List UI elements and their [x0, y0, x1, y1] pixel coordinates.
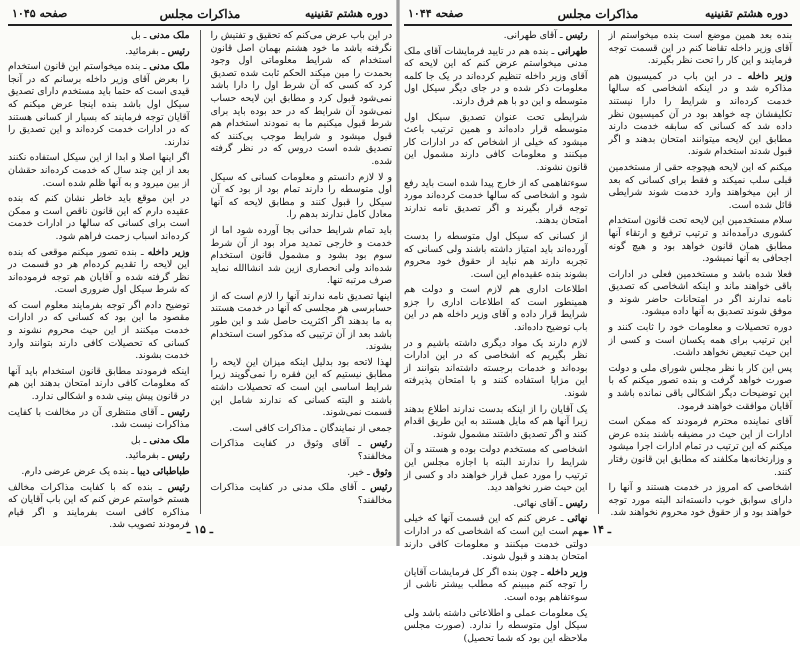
- speaker-name: ملک مدنی: [149, 30, 190, 41]
- right-page-left-column: [403, 30, 588, 644]
- paragraph: ملک مدنی ـ بل: [130, 30, 190, 41]
- paragraph-text: جمعی از نمایندگان ـ مذاکرات کافی است.: [229, 422, 392, 434]
- paragraph-text: میکنم که این لایحه هیچوجه حقی از مستخدمین قبلی سلب نمیکند و فقط برای کسانی که بعد از این میخواهند وارد خدمت شوند شرایطی قائل شده است.: [608, 161, 792, 211]
- paragraph-text: یک آقایان را از اینکه بدست ندارند اطلاع بدهند زیرا آنها هم که مایل هستند به این طریق اقدام کنند و اگر تصدیق داشتند مشمول شوند.: [404, 403, 588, 440]
- paragraph-text: سوءتفاهمی که از خارج پیدا شده است باید رفع شود و اشخاصی که سالها خدمت کرده‌اند مورد توجه قرار بگیرند و اگر تصدیق نامه ندارند امتحان بدهند.: [404, 177, 588, 227]
- paragraph: [211, 357, 393, 420]
- paragraph-text: چون بنده اگر کل فرمایشات آقایان را توجه کنم میبینم که مطلب بیشتر ناشی از سوءتفاهم بوده است.: [403, 566, 588, 603]
- paragraph: [609, 30, 793, 68]
- speaker-name: طباطبائی دیبا: [137, 466, 190, 477]
- paragraph-text: لهذا لاتحه بود بدلیل اینکه میزان این لایحه را مطابق نیستیم که این فقره را نمی‌گویند زیرا شرایط اساسی این است که تحصیلات داشته باشند و البته کسانی که ندارند شامل این قسمت نمی‌شوند.: [210, 356, 392, 419]
- paragraph: ملک مدنی ـ بنده میخواستم این قانون استخدام را بعرض آقای وزیر داخله برسانم که در آنجا قیدی است که حتما باید مستخدم دارای تصدیق سیکل اول باشد بنده اینجا عرض میکنم که آقایان توجه فرمایند که بسیار از کسانی هستند که در ادارات خدمت کرده‌اند و این تصدیق را ندارند.: [8, 61, 190, 148]
- speaker-name: طهرانی: [557, 45, 588, 57]
- paragraph: رئیس ـ آقای ملک مدنی در کفایت مذاکرات مخالفند؟: [210, 482, 392, 506]
- speaker-name: رئیس: [167, 450, 190, 462]
- paragraph-text: یک معلومات عملی و اطلاعاتی داشته باشد ولی سیکل اول متوسطه را ندارد. (صورت مجلس ملاحظه این بود که شما تحصیل): [404, 607, 588, 644]
- speaker-name: ملک مدنی: [149, 61, 190, 73]
- paragraph: [609, 416, 793, 479]
- paragraph-text: اطلاعات اداری هم لازم است و دولت هم همینطور است که اطلاعات اداری را جزو شرایط قرار داده و آقای وزیر داخله هم در این باب توضیح داده‌اند.: [404, 284, 588, 334]
- paragraph-text: آقای وثوق در کفایت مذاکرات مخالفند؟: [210, 438, 392, 462]
- paragraph-text: اشخاصی که مستخدم دولت بوده و هستند و آن شرایط را ندارند البته با اجازه مجلس این ترتیب را مورد عمل قرار خواهند داد و کسی از این حیث ضرر نخواهد دید.: [404, 444, 588, 494]
- paragraph-text: بنده هم در تایید فرمایشات آقای ملک مدنی میخواستم عرض کنم که این لایحه که آقای وزیر داخله تنظیم کرده‌اند در یک جا کلمه معلومات ذکر شده و در جای دیگر سیکل اول متوسطه و این دو با هم فرق دارند.: [404, 45, 588, 107]
- paragraph-text: از کسانی که سیکل اول متوسطه را بدست آورده‌اند باید امتیاز داشته باشند ولی کسانی که تجربه دارند هم نباید از حقوق خود محروم بشوند بنده عقیده‌ام این است.: [404, 230, 588, 280]
- paragraph: وثوق ـ خیر.: [347, 466, 392, 478]
- speaker-name: رئیس: [565, 497, 588, 509]
- paragraph-text: آقای منتظری آن در مخالفت با کفایت مذاکرات نیست شد.: [8, 406, 190, 431]
- paragraph: [211, 172, 393, 222]
- paragraph-text: لازم دارند یک مواد دیگری داشته باشیم و در نظر بگیریم که اشخاصی که در این ادارات بوده‌اند و خدمات برجسته داشته‌اند بتوانند از این مزایا استفاده کنند و با امتحان پذیرفته شوند.: [404, 337, 588, 400]
- paragraph: [8, 152, 190, 190]
- paragraph: [404, 444, 588, 494]
- right-header-page-label: صفحه ۱۰۴۴: [408, 7, 464, 20]
- paragraph: [404, 404, 588, 442]
- paragraph-text: در این باب عرض می‌کنم که تحقیق و تفتیش را نگرفته باشد ما خود هشتم بهمان اصل قانون استخدام که شرایط معلوماتی اول وجود بحمدت را مین میکند الحکم ثابت شده تصدیق کرد که کسی که آن شرط اول را دارا باشد نمی‌شود قبول کرد و مطابق این لایحه حساب نمی‌شود آن شرایط که در حد بوده باید برای شرط قبول میکنیم ما به نمودند استخدام هم قبول میشود و شرایط موجب بی‌کنند که تصدیق شده است دروس که در نظر گرفته شده.: [210, 30, 392, 167]
- paragraph-text: بنده یک عرض عرضی دارم.: [21, 466, 129, 477]
- right-page-header: [404, 4, 792, 26]
- paragraph-text: اینها تصدیق نامه ندارند آنها را لازم است که از حسابرسی هر مجلسی که آنها در خدمت هستند به ما بدهند اگر اکثریت حاصل شد و این طور باشد بعد از آن ترتیبی که مذکور است استخدام بشوند.: [210, 290, 392, 353]
- paragraph-text: فعلا شده باشد و مستخدمین فعلی در ادارات باقی خواهند ماند و اینکه اشخاصی که تصدیق نامه ندارند اگر در امتحانات حاضر شوند و موفق شوند تصدیق به آنها داده میشود.: [608, 268, 792, 318]
- left-page-number: ـ ۱۵ ـ: [187, 523, 213, 536]
- paragraph: [609, 269, 793, 319]
- paragraph-text: عرض کنم که این قسمت آنها که خیلی مهم است این است که اشخاصی که در ادارات دولتی خدمت میکنند و معلومات کافی دارند امتحان بدهند و قبول شوند.: [404, 513, 588, 563]
- paragraph: [404, 338, 588, 401]
- paragraph-text: توضیح دادم اگر توجه بفرمایند معلوم است که مقصود ما این بود که کسانی که در ادارات خدمت میکنند از این حیث محروم نشوند و کسانی که تحصیلات کافی دارند بتوانند وارد خدمت بشوند.: [8, 299, 190, 362]
- paragraph: [8, 193, 190, 243]
- left-page: [8, 4, 392, 540]
- paragraph-text: در این باب در کمیسیون هم مذاکره شد و در اینکه اشخاصی که سالها خدمت کرده‌اند و شرایط را دارا نیستند تکلیفشان چه خواهد بود در آن کمیسیون نظر داده شد که کسانی که سابقه خدمت دارند مطابق این لایحه میتوانند امتحان بدهند و اگر قبول شدند استخدام شوند.: [608, 70, 792, 158]
- paragraph-text: بل: [130, 434, 141, 446]
- right-header-title: مذاکرات مجلس: [557, 7, 639, 21]
- paragraph-text: آقای نماینده محترم فرمودند که ممکن است ادارات از این حیث در مضیقه باشند بنده عرض میکنم که این ترتیب در تمام ادارات اجرا میشود و وزارتخانه‌ها مکلفند که مطابق این قانون رفتار کنند.: [608, 416, 792, 478]
- paragraph: [404, 608, 588, 645]
- paragraph-text: باید تمام شرایط حدانی بجا آورده شود اما از خدمت و خارجی تمدید مراد بود از آن شرط سوم بود بشود و مشمول قانون استخدام شده‌اند ولی انحصاری ازین شد انشاالله نماید صرف مرتبه تنها.: [210, 224, 392, 287]
- paragraph: [609, 162, 793, 212]
- paragraph-text: سلام مستخدمین این لایحه تحت قانون استخدام کشوری درآمده‌اند و ترتیب ترفیع و ارتقاء آنها مطابق همان قانون خواهد بود و هیچ گونه اجحافی به آنها نمیشود.: [608, 215, 792, 265]
- speaker-name: رئیس: [167, 481, 190, 493]
- speaker-name: وزیر داخله: [747, 70, 792, 82]
- paragraph: وزیر داخله ـ در این باب در کمیسیون هم مذاکره شد و در اینکه اشخاصی که سالها خدمت کرده‌اند و شرایط را دارا نیستند تکلیفشان چه خواهد بود در آن کمیسیون نظر داده شد که کسانی که سابقه خدمت دارند مطابق این لایحه میتوانند امتحان بدهند و اگر قبول شدند استخدام شوند.: [608, 70, 792, 158]
- book-gutter: [396, 0, 400, 546]
- paragraph: [609, 482, 793, 520]
- speaker-name: رئیس: [565, 30, 588, 41]
- speaker-name: ملک مدنی: [149, 434, 190, 446]
- paragraph-text: اینکه فرمودند مطابق قانون استخدام باید آنها که معلومات کافی دارند امتحان بدهند این هم در قانون پیش بینی شده و اشکالی ندارد.: [8, 365, 190, 403]
- paragraph-text: خیر.: [347, 466, 365, 478]
- speaker-name: رئیس: [370, 482, 392, 494]
- left-header-title: مذاکرات مجلس: [159, 7, 241, 21]
- paragraph: [404, 178, 588, 228]
- right-page-right-column: [608, 30, 793, 519]
- paragraph: ملک مدنی ـ بل: [130, 434, 190, 446]
- paragraph: رئیس ـ آقای نهائی.: [513, 497, 588, 509]
- paragraph: [609, 322, 793, 360]
- paragraph-text: در این موقع باید خاطر نشان کنم که بنده عقیده دارم که این قانون ناقص است و ممکن است برای کسانی که سالها در ادارات خدمت کرده‌اند اسباب زحمت فراهم شود.: [8, 193, 190, 242]
- paragraph: طهرانی ـ بنده هم در تایید فرمایشات آقای ملک مدنی میخواستم عرض کنم که این لایحه که آقای وزیر داخله تنظیم کرده‌اند در یک جا کلمه معلومات ذکر شده و در جای دیگر سیکل اول متوسطه و این دو با هم فرق دارند.: [404, 45, 588, 107]
- paragraph: رئیس ـ آقای وثوق در کفایت مذاکرات مخالفند؟: [210, 438, 392, 462]
- paragraph-text: دوره تحصیلات و معلومات خود را ثابت کنند و این ترتیب برای همه یکسان است و کسی از این حیث تبعیض نخواهد داشت.: [608, 322, 792, 359]
- paragraph: رئیس ـ بفرمائید.: [125, 450, 190, 462]
- paragraph: [211, 291, 393, 354]
- right-page-number: ـ ۱۴ ـ: [585, 523, 611, 536]
- paragraph-text: آقای طهرانی.: [503, 30, 557, 41]
- paragraph-text: بنده تصور میکنم موقعی که بنده این لایحه را تقدیم کرده‌ام هر دو قسمت در نظر گرفته شده و آقایان هم توجه فرموده‌اند که شرط سیکل اول ضروری است.: [8, 246, 190, 296]
- paragraph-text: اگر اینها اصلا و ابدا از این سیکل استفاده نکنند بعد از این چند سال که خدمت کرده‌اند حقشان از بین میرود و به آنها ظلم شده است.: [8, 152, 190, 189]
- speaker-name: رئیس: [167, 406, 190, 418]
- paragraph-text: بنده بعد همین موضع است بنده میخواستم از آقای وزیر داخله تقاضا کنم در این قسمت توجه فرمایند و این کار را تحت نظر بگیرند.: [608, 30, 792, 67]
- paragraph-text: بفرمائید.: [125, 450, 159, 462]
- paragraph-text: بنده که با کفایت مذاکرات مخالف هستم خواستم عرض کنم که این باب آقایان که مذاکره کافی است بفرمایند و اگر قیام فرمودند تصویب شد.: [8, 481, 190, 531]
- paragraph: [211, 225, 393, 288]
- paragraph: نهائی ـ عرض کنم که این قسمت آنها که خیلی مهم است این است که اشخاصی که در ادارات دولتی خدمت میکنند و معلومات کافی دارند امتحان بدهند و قبول شوند.: [404, 513, 588, 563]
- paragraph: وزیر داخله ـ بنده تصور میکنم موقعی که بنده این لایحه را تقدیم کرده‌ام هر دو قسمت در نظر گرفته شده و آقایان هم توجه فرموده‌اند که شرط سیکل اول ضروری است.: [8, 246, 190, 296]
- speaker-name: وثوق: [372, 466, 392, 478]
- paragraph-text: اشخاصی که امروز در خدمت هستند و آنها را دارای سوابق خوب دانسته‌اند البته مورد توجه خواهند بود و از حقوق خود محروم نخواهند شد.: [608, 482, 792, 519]
- paragraph: [8, 366, 190, 404]
- paragraph-text: شرایطی تحت عنوان تصدیق سیکل اول متوسطه قرار داده‌اند و همین ترتیب باعث میشود که خیلی از اشخاص که در ادارات کار میکنند و معلومات کافی دارند مشمول این قانون نشوند.: [404, 111, 588, 173]
- paragraph-text: بنده میخواستم این قانون استخدام را بعرض آقای وزیر داخله برسانم که در آنجا قیدی است که حتما باید مستخدم دارای تصدیق سیکل اول باشد بنده اینجا عرض میکنم که آقایان توجه فرمایند که بسیار از کسانی هستند که در ادارات خدمت کرده‌اند و این تصدیق را ندارند.: [8, 61, 190, 148]
- speaker-name: رئیس: [370, 438, 392, 450]
- right-header-session: دوره هشتم تقنینیه: [705, 7, 788, 20]
- speaker-name: وزیر داخله: [546, 566, 588, 578]
- speaker-name: نهائی: [567, 513, 588, 525]
- speaker-name: رئیس: [167, 45, 190, 57]
- paragraph-text: آقای ملک مدنی در کفایت مذاکرات مخالفند؟: [210, 482, 392, 506]
- paragraph: [8, 300, 190, 363]
- right-page: [403, 4, 792, 644]
- paragraph: [404, 231, 588, 281]
- paragraph: [211, 423, 393, 436]
- paragraph: [609, 215, 793, 265]
- paragraph-text: بفرمائید.: [125, 45, 159, 57]
- speaker-name: وزیر داخله: [147, 246, 190, 258]
- left-page-left-column: [8, 30, 190, 531]
- left-page-header: [8, 4, 392, 26]
- paragraph: [609, 363, 793, 413]
- column-divider: [598, 30, 599, 514]
- paragraph: [211, 30, 393, 169]
- paragraph: رئیس ـ بفرمائید.: [125, 45, 190, 57]
- left-header-session: دوره هشتم تقنینیه: [305, 7, 388, 20]
- paragraph-text: پس این کار با نظر مجلس شورای ملی و دولت صورت خواهد گرفت و بنده تصور میکنم که با این توضیحات دیگر اشکالی باقی نمانده باشد و آقایان موافقت خواهند فرمود.: [608, 362, 792, 412]
- paragraph: [404, 284, 588, 334]
- paragraph-text: و لا لازم دانستم و معلومات کسانی که سیکل اول متوسطه را دارند تمام بود از بود که آن سیکل را قبول کنند و مطابق لایحه که آنها معادل کامل ندارند بدهم را.: [210, 171, 392, 221]
- paragraph-text: آقای نهائی.: [513, 497, 557, 509]
- paragraph: رئیس ـ آقای طهرانی.: [503, 30, 588, 41]
- paragraph: رئیس ـ بنده که با کفایت مذاکرات مخالف هستم خواستم عرض کنم که این باب آقایان که مذاکره کافی است بفرمایند و اگر قیام فرمودند تصویب شد.: [8, 481, 190, 531]
- paragraph: رئیس ـ آقای منتظری آن در مخالفت با کفایت مذاکرات نیست شد.: [8, 406, 190, 431]
- paragraph-text: بل: [130, 30, 141, 41]
- left-page-right-column: [211, 30, 393, 514]
- paragraph: [404, 112, 588, 175]
- paragraph: طباطبائی دیبا ـ بنده یک عرض عرضی دارم.: [21, 466, 190, 477]
- paragraph: وزیر داخله ـ چون بنده اگر کل فرمایشات آقایان را توجه کنم میبینم که مطلب بیشتر ناشی از سوءتفاهم بوده است.: [403, 566, 588, 603]
- column-divider: [200, 30, 201, 514]
- left-header-page-label: صفحه ۱۰۴۵: [12, 7, 68, 20]
